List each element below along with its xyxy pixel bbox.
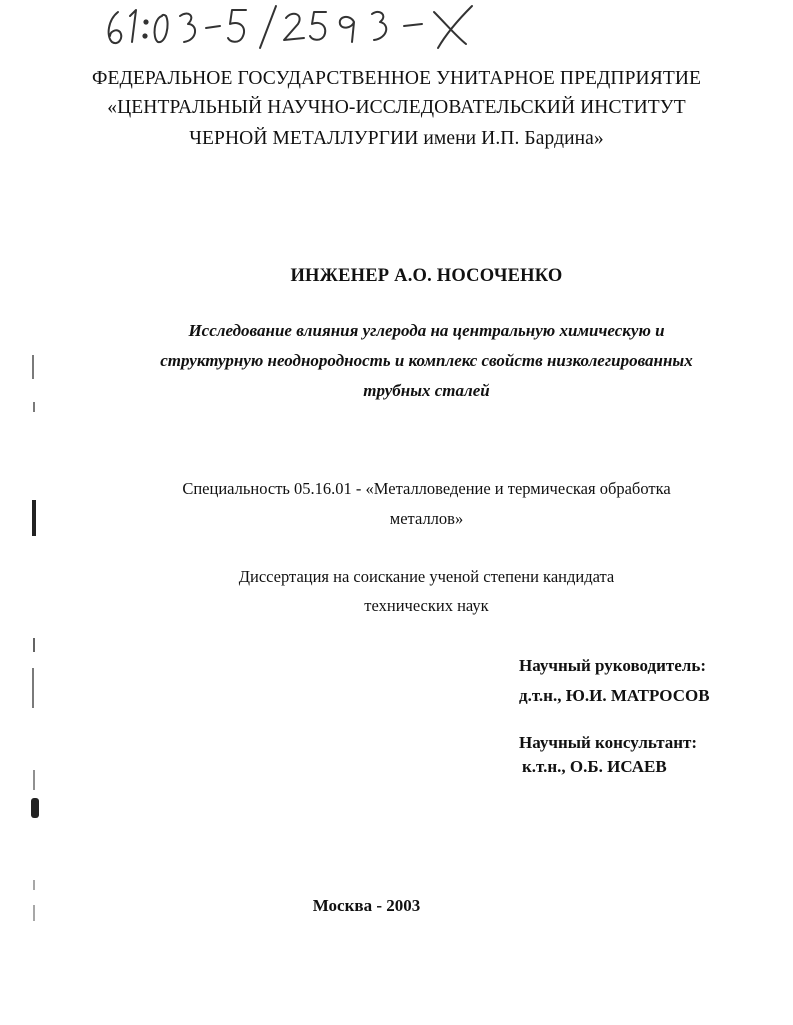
supervisor-label: Научный руководитель:	[519, 656, 706, 675]
scan-artifact	[33, 880, 35, 890]
scan-artifact	[33, 770, 35, 790]
city-year: Москва - 2003	[312, 896, 421, 915]
specialty-line-1: Специальность 05.16.01 - «Металловедение и термическая обработка	[182, 479, 671, 498]
degree-line-2: технических наук	[364, 596, 489, 615]
supervisor-name: д.т.н., Ю.И. МАТРОСОВ	[519, 686, 710, 705]
organization-line-2: «ЦЕНТРАЛЬНЫЙ НАУЧНО-ИССЛЕДОВАТЕЛЬСКИЙ ИНСТИТУТ	[107, 97, 686, 118]
scan-artifact	[32, 668, 34, 708]
scan-artifact	[33, 905, 35, 921]
degree-line-1: Диссертация на соискание ученой степени кандидата	[238, 567, 615, 586]
scan-artifact	[33, 402, 35, 412]
organization-line-3: ЧЕРНОЙ МЕТАЛЛУРГИИ имени И.П. Бардина»	[189, 128, 604, 149]
scan-artifact	[32, 500, 36, 536]
scan-artifact	[32, 355, 34, 379]
thesis-title-line-2: структурную неоднородность и комплекс свойств низколегированных	[160, 351, 693, 370]
consultant-name: к.т.н., О.Б. ИСАЕВ	[522, 757, 667, 776]
thesis-title-line-3: трубных сталей	[363, 381, 490, 400]
specialty-line-2: металлов»	[389, 509, 464, 528]
thesis-title-line-1: Исследование влияния углерода на центральную химическую и	[188, 321, 665, 340]
scan-artifact	[31, 798, 39, 818]
organization-line-1: ФЕДЕРАЛЬНОЕ ГОСУДАРСТВЕННОЕ УНИТАРНОЕ ПРЕДПРИЯТИЕ	[91, 68, 702, 89]
consultant-label: Научный консультант:	[519, 733, 698, 752]
handwritten-library-code	[100, 2, 520, 50]
scan-artifact	[33, 638, 35, 652]
author-name: ИНЖЕНЕР А.О. НОСОЧЕНКО	[290, 266, 563, 286]
